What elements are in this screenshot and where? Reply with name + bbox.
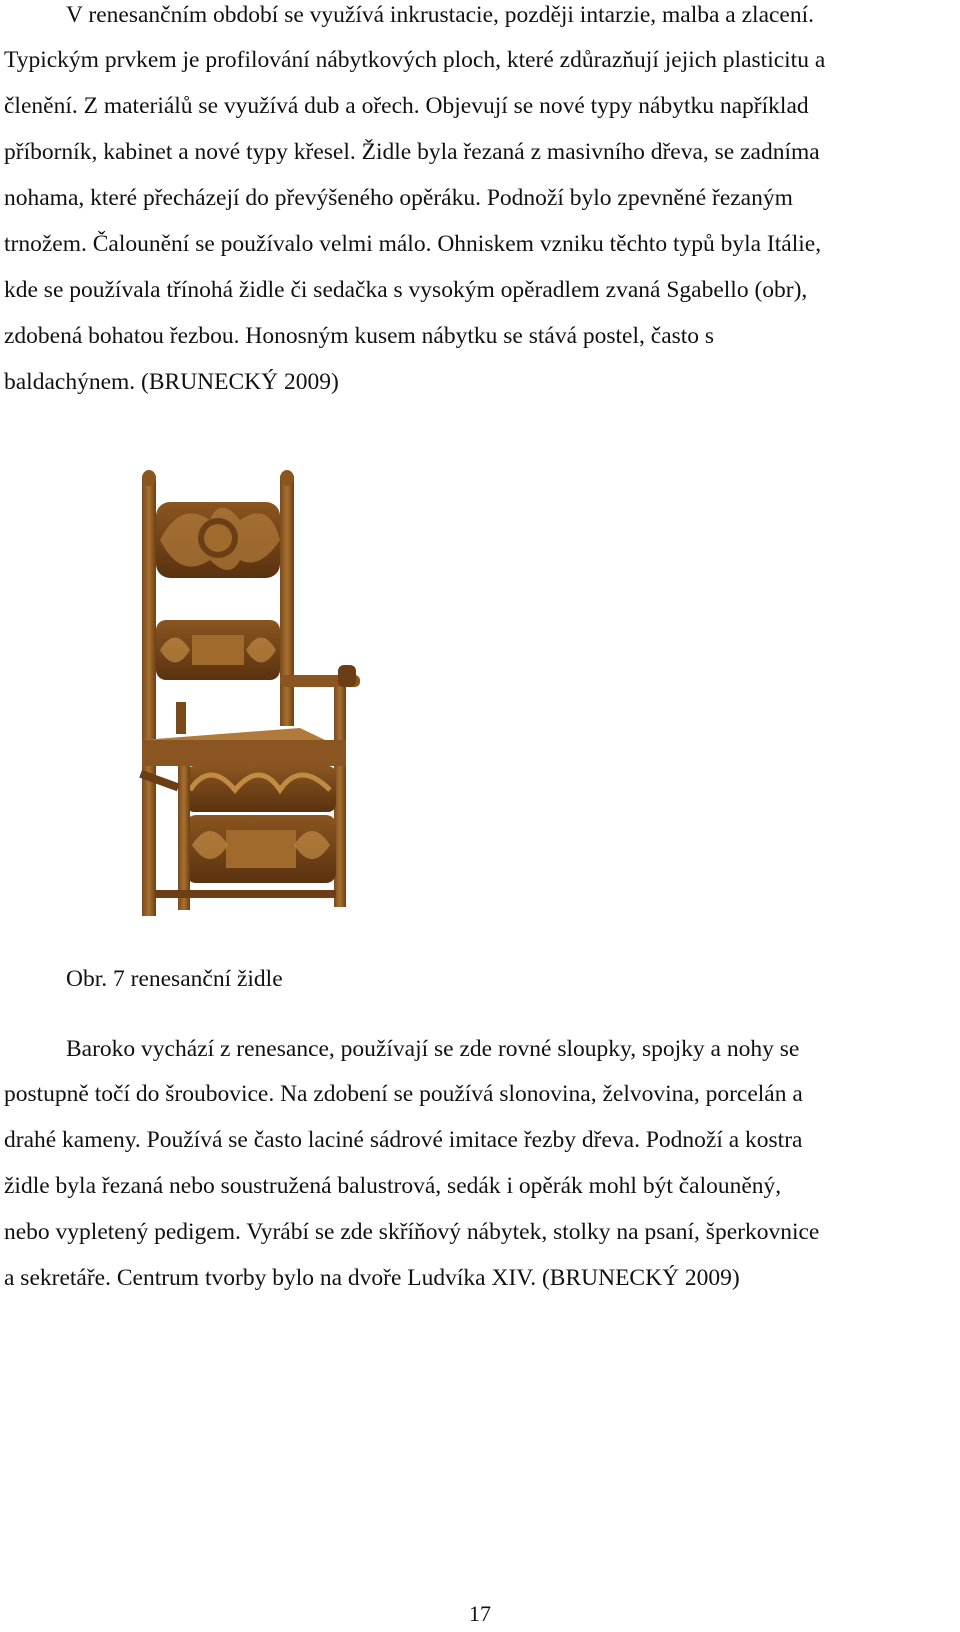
text-line: trnožem. Čalounění se používalo velmi málo. Ohniskem vzniku těchto typů byla Itálie, (4, 231, 822, 257)
text-line: a sekretáře. Centrum tvorby bylo na dvoře Ludvíka XIV. (BRUNECKÝ 2009) (4, 1265, 740, 1291)
figure-caption: Obr. 7 renesanční židle (66, 966, 283, 992)
text-line: zdobená bohatou řezbou. Honosným kusem nábytku se stává postel, často s (4, 323, 715, 349)
text-line: V renesančním období se využívá inkrustacie, později intarzie, malba a zlacení. (66, 2, 815, 28)
text-line: Baroko vychází z renesance, používají se zde rovné sloupky, spojky a nohy se (66, 1036, 800, 1062)
text-line: nebo vypletený pedigem. Vyrábí se zde skříňový nábytek, stolky na psaní, šperkovnice (4, 1219, 820, 1245)
text-line: členění. Z materiálů se využívá dub a ořech. Objevují se nové typy nábytku například (4, 93, 809, 119)
text-line: nohama, které přecházejí do převýšeného opěráku. Podnoží bylo zpevněné řezaným (4, 185, 793, 211)
renaissance-chair-image (130, 470, 390, 930)
text-line: židle byla řezaná nebo soustružená balustrová, sedák i opěrák mohl být čalouněný, (4, 1173, 782, 1199)
text-line: baldachýnem. (BRUNECKÝ 2009) (4, 369, 339, 395)
text-line: drahé kameny. Používá se často laciné sádrové imitace řezby dřeva. Podnoží a kostra (4, 1127, 803, 1153)
text-line: příborník, kabinet a nové typy křesel. Židle byla řezaná z masivního dřeva, se zadníma (4, 139, 820, 165)
page-number: 17 (469, 1601, 491, 1626)
text-line: kde se používala třínohá židle či sedačka s vysokým opěradlem zvaná Sgabello (obr), (4, 277, 808, 303)
text-line: Typickým prvkem je profilování nábytkových ploch, které zdůrazňují jejich plasticitu a (4, 47, 826, 73)
text-line: postupně točí do šroubovice. Na zdobení se používá slonovina, želvovina, porcelán a (4, 1081, 803, 1107)
